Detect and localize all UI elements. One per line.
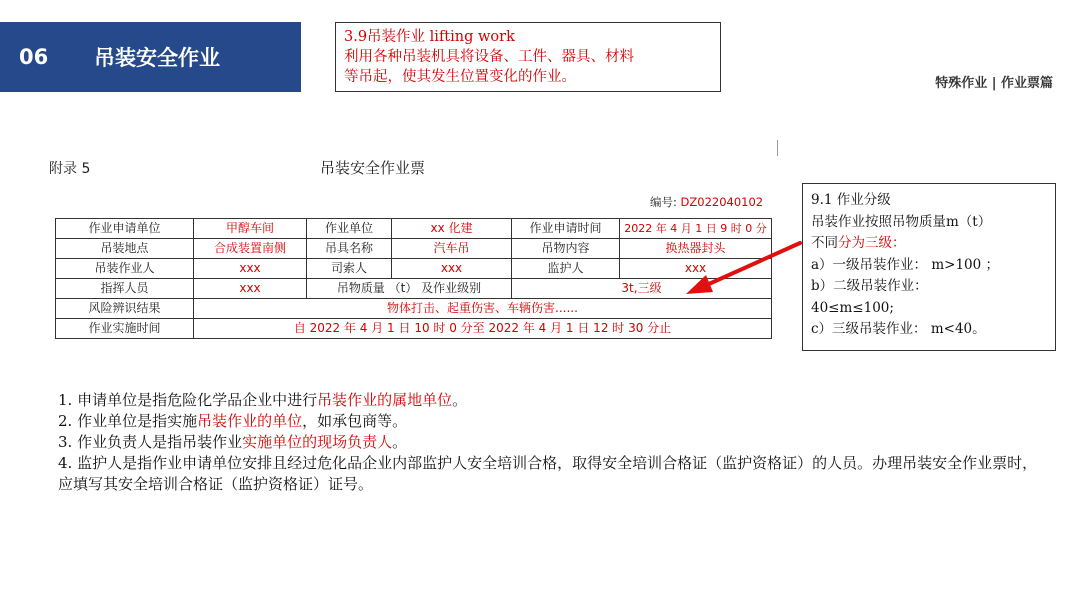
text: 。 — [392, 433, 408, 451]
table-label: 作业申请单位 — [56, 219, 194, 239]
section-number: 06 — [19, 45, 49, 69]
table-label: 吊装地点 — [56, 239, 194, 259]
text: 1. 申请单位是指危险化学品企业中进行 — [58, 391, 318, 409]
table-value: xxx — [194, 259, 307, 279]
note-3 — [58, 432, 1048, 453]
table-label: 吊具名称 — [307, 239, 392, 259]
table-label: 风险辨识结果 — [56, 299, 194, 319]
text: 。 — [452, 391, 468, 409]
highlight: 分为三级 — [838, 235, 892, 251]
table-value: 甲醇车间 — [194, 219, 307, 239]
text: 2. 作业单位是指实施 — [58, 412, 198, 430]
serial-value: DZ022040102 — [680, 195, 764, 209]
text: ，如承包商等。 — [302, 412, 408, 430]
period-value: 自 2022 年 4 月 1 日 10 时 0 分至 2022 年 4 月 1 日 12 时 30 分止 — [194, 319, 772, 339]
highlight: 实施单位的现场负责人 — [242, 433, 393, 451]
level-c: c）三级吊装作业： m<40。 — [811, 321, 986, 337]
definition-line-3: 等吊起，使其发生位置变化的作业。 — [344, 69, 576, 85]
appendix-label: 附录 5 — [49, 161, 91, 177]
table-label: 吊物质量 （t） 及作业级别 — [307, 279, 512, 299]
weight-level-value: 3t,三级 — [512, 279, 772, 299]
table-label: 吊物内容 — [512, 239, 620, 259]
form-title: 吊装安全作业票 — [320, 159, 426, 177]
table-label: 作业申请时间 — [512, 219, 620, 239]
notes — [58, 390, 1048, 495]
table-label: 作业实施时间 — [56, 319, 194, 339]
table-label: 指挥人员 — [56, 279, 194, 299]
note-1 — [58, 390, 1048, 411]
level-b-range: 40≤m≤100; — [811, 299, 894, 316]
table-value: xxx — [620, 259, 772, 279]
table-value: 汽车吊 — [392, 239, 512, 259]
level-b: b）二级吊装作业： — [811, 278, 928, 294]
definition-line-2: 利用各种吊装机具将设备、工件、器具、材料 — [344, 49, 634, 65]
classification-intro: 吊装作业按照吊物质量m（t） — [811, 213, 992, 230]
note-2 — [58, 411, 1048, 432]
definition-line-1: 3.9吊装作业 lifting work — [344, 29, 515, 45]
risk-value: 物体打击、起重伤害、车辆伤害...... — [194, 299, 772, 319]
table-label: 作业单位 — [307, 219, 392, 239]
classification-heading: 9.1 作业分级 — [811, 192, 891, 208]
level-a: a）一级吊装作业： m>100 ； — [811, 256, 1000, 273]
table-label: 吊装作业人 — [56, 259, 194, 279]
category-label: 特殊作业 | 作业票篇 — [935, 76, 1053, 91]
table-value: xx 化建 — [392, 219, 512, 239]
section-title: 吊装安全作业 — [94, 46, 220, 70]
table-value: 合成装置南侧 — [194, 239, 307, 259]
table-value: 2022 年 4 月 1 日 9 时 0 分 — [620, 219, 772, 239]
note-4: 4. 监护人是指作业申请单位安排且经过危化品企业内部监护人安全培训合格，取得安全培训合格证（监护资格证）的人员。办理吊装安全作业票时，应填写其安全培训合格证（监护资格证）证号。 — [58, 454, 1038, 493]
text: 3. 作业负责人是指吊装作业 — [58, 433, 243, 451]
serial-label: 编号: — [650, 195, 677, 209]
table-value: xxx — [194, 279, 307, 299]
table-label: 监护人 — [512, 259, 620, 279]
highlight: 吊装作业的单位 — [197, 412, 303, 430]
table-label: 司索人 — [307, 259, 392, 279]
table-value: xxx — [392, 259, 512, 279]
text: 不同 — [811, 235, 838, 251]
table-value: 换热器封头 — [620, 239, 772, 259]
highlight: ： — [892, 235, 906, 251]
highlight: 吊装作业的属地单位 — [317, 391, 453, 409]
